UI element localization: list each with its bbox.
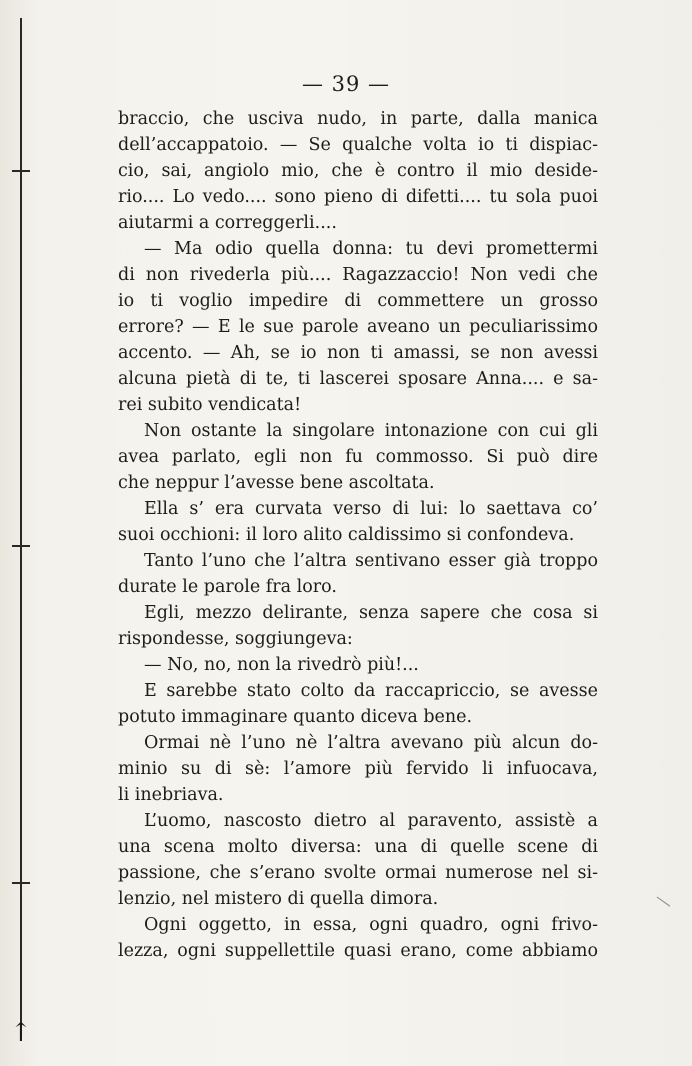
text-line: rispondesse, soggiungeva: bbox=[118, 629, 353, 649]
text-line: E sarebbe stato colto da raccapriccio, se avesse bbox=[144, 681, 598, 701]
text-line: potuto immaginare quanto diceva bene. bbox=[118, 707, 473, 727]
text-line: — No, no, non la rivedrò più!... bbox=[144, 655, 419, 675]
text-line: Ormai nè l’uno nè l’altra avevano più alcun do- bbox=[144, 733, 598, 753]
text-line: braccio, che usciva nudo, in parte, dalla manica bbox=[118, 109, 598, 129]
page-number: — 39 — bbox=[301, 72, 391, 96]
text-line: li inebriava. bbox=[118, 785, 224, 805]
text-line: passione, che s’erano svolte ormai numerose nel si- bbox=[118, 863, 598, 883]
text-line: avea parlato, egli non fu commosso. Si può dire bbox=[118, 447, 598, 467]
text-line: Ella s’ era curvata verso di lui: lo saettava co’ bbox=[144, 499, 598, 519]
text-line: durate le parole fra loro. bbox=[118, 577, 337, 597]
text-line: io ti voglio impedire di commettere un grosso bbox=[118, 291, 598, 311]
margin-mark bbox=[650, 897, 671, 917]
text-line: lezza, ogni suppellettile quasi erano, come abbiamo bbox=[118, 941, 598, 961]
binding-tick bbox=[12, 882, 30, 884]
text-line: errore? — E le sue parole aveano un peculiarissimo bbox=[118, 317, 598, 337]
text-line: accento. — Ah, se io non ti amassi, se non avessi bbox=[118, 343, 598, 363]
text-line: Egli, mezzo delirante, senza sapere che cosa si bbox=[144, 603, 598, 623]
binding-tick bbox=[12, 545, 30, 547]
text-line: L’uomo, nascosto dietro al paravento, assistè a bbox=[144, 811, 598, 831]
text-line: alcuna pietà di te, ti lascerei sposare Anna.... e sa- bbox=[118, 369, 598, 389]
binding-tick bbox=[12, 170, 30, 172]
body-text bbox=[118, 106, 598, 964]
text-line: aiutarmi a correggerli.... bbox=[118, 213, 337, 233]
text-line: di non rivederla più.... Ragazzaccio! Non vedi che bbox=[118, 265, 598, 285]
text-line: una scena molto diversa: una di quelle scene di bbox=[118, 837, 598, 857]
text-line: che neppur l’avesse bene ascoltata. bbox=[118, 473, 435, 493]
text-line: rio.... Lo vedo.... sono pieno di difetti.... tu sola puoi bbox=[118, 187, 598, 207]
text-line: dell’accappatoio. — Se qualche volta io ti dispiac- bbox=[118, 135, 598, 155]
text-line: Ogni oggetto, in essa, ogni quadro, ogni frivo- bbox=[144, 915, 598, 935]
text-line: Tanto l’uno che l’altra sentivano esser già troppo bbox=[144, 551, 598, 571]
text-line: lenzio, nel mistero di quella dimora. bbox=[118, 889, 439, 909]
text-line: cio, sai, angiolo mio, che è contro il mio deside- bbox=[118, 161, 598, 181]
text-line: rei subito vendicata! bbox=[118, 395, 302, 415]
text-line: — Ma odio quella donna: tu devi promettermi bbox=[144, 239, 598, 259]
text-line: suoi occhioni: il loro alito caldissimo si confondeva. bbox=[118, 525, 575, 545]
arrow-up-icon: ↑ bbox=[10, 1018, 32, 1048]
text-line: Non ostante la singolare intonazione con cui gli bbox=[144, 421, 598, 441]
text-line: minio su di sè: l’amore più fervido li infuocava, bbox=[118, 759, 598, 779]
